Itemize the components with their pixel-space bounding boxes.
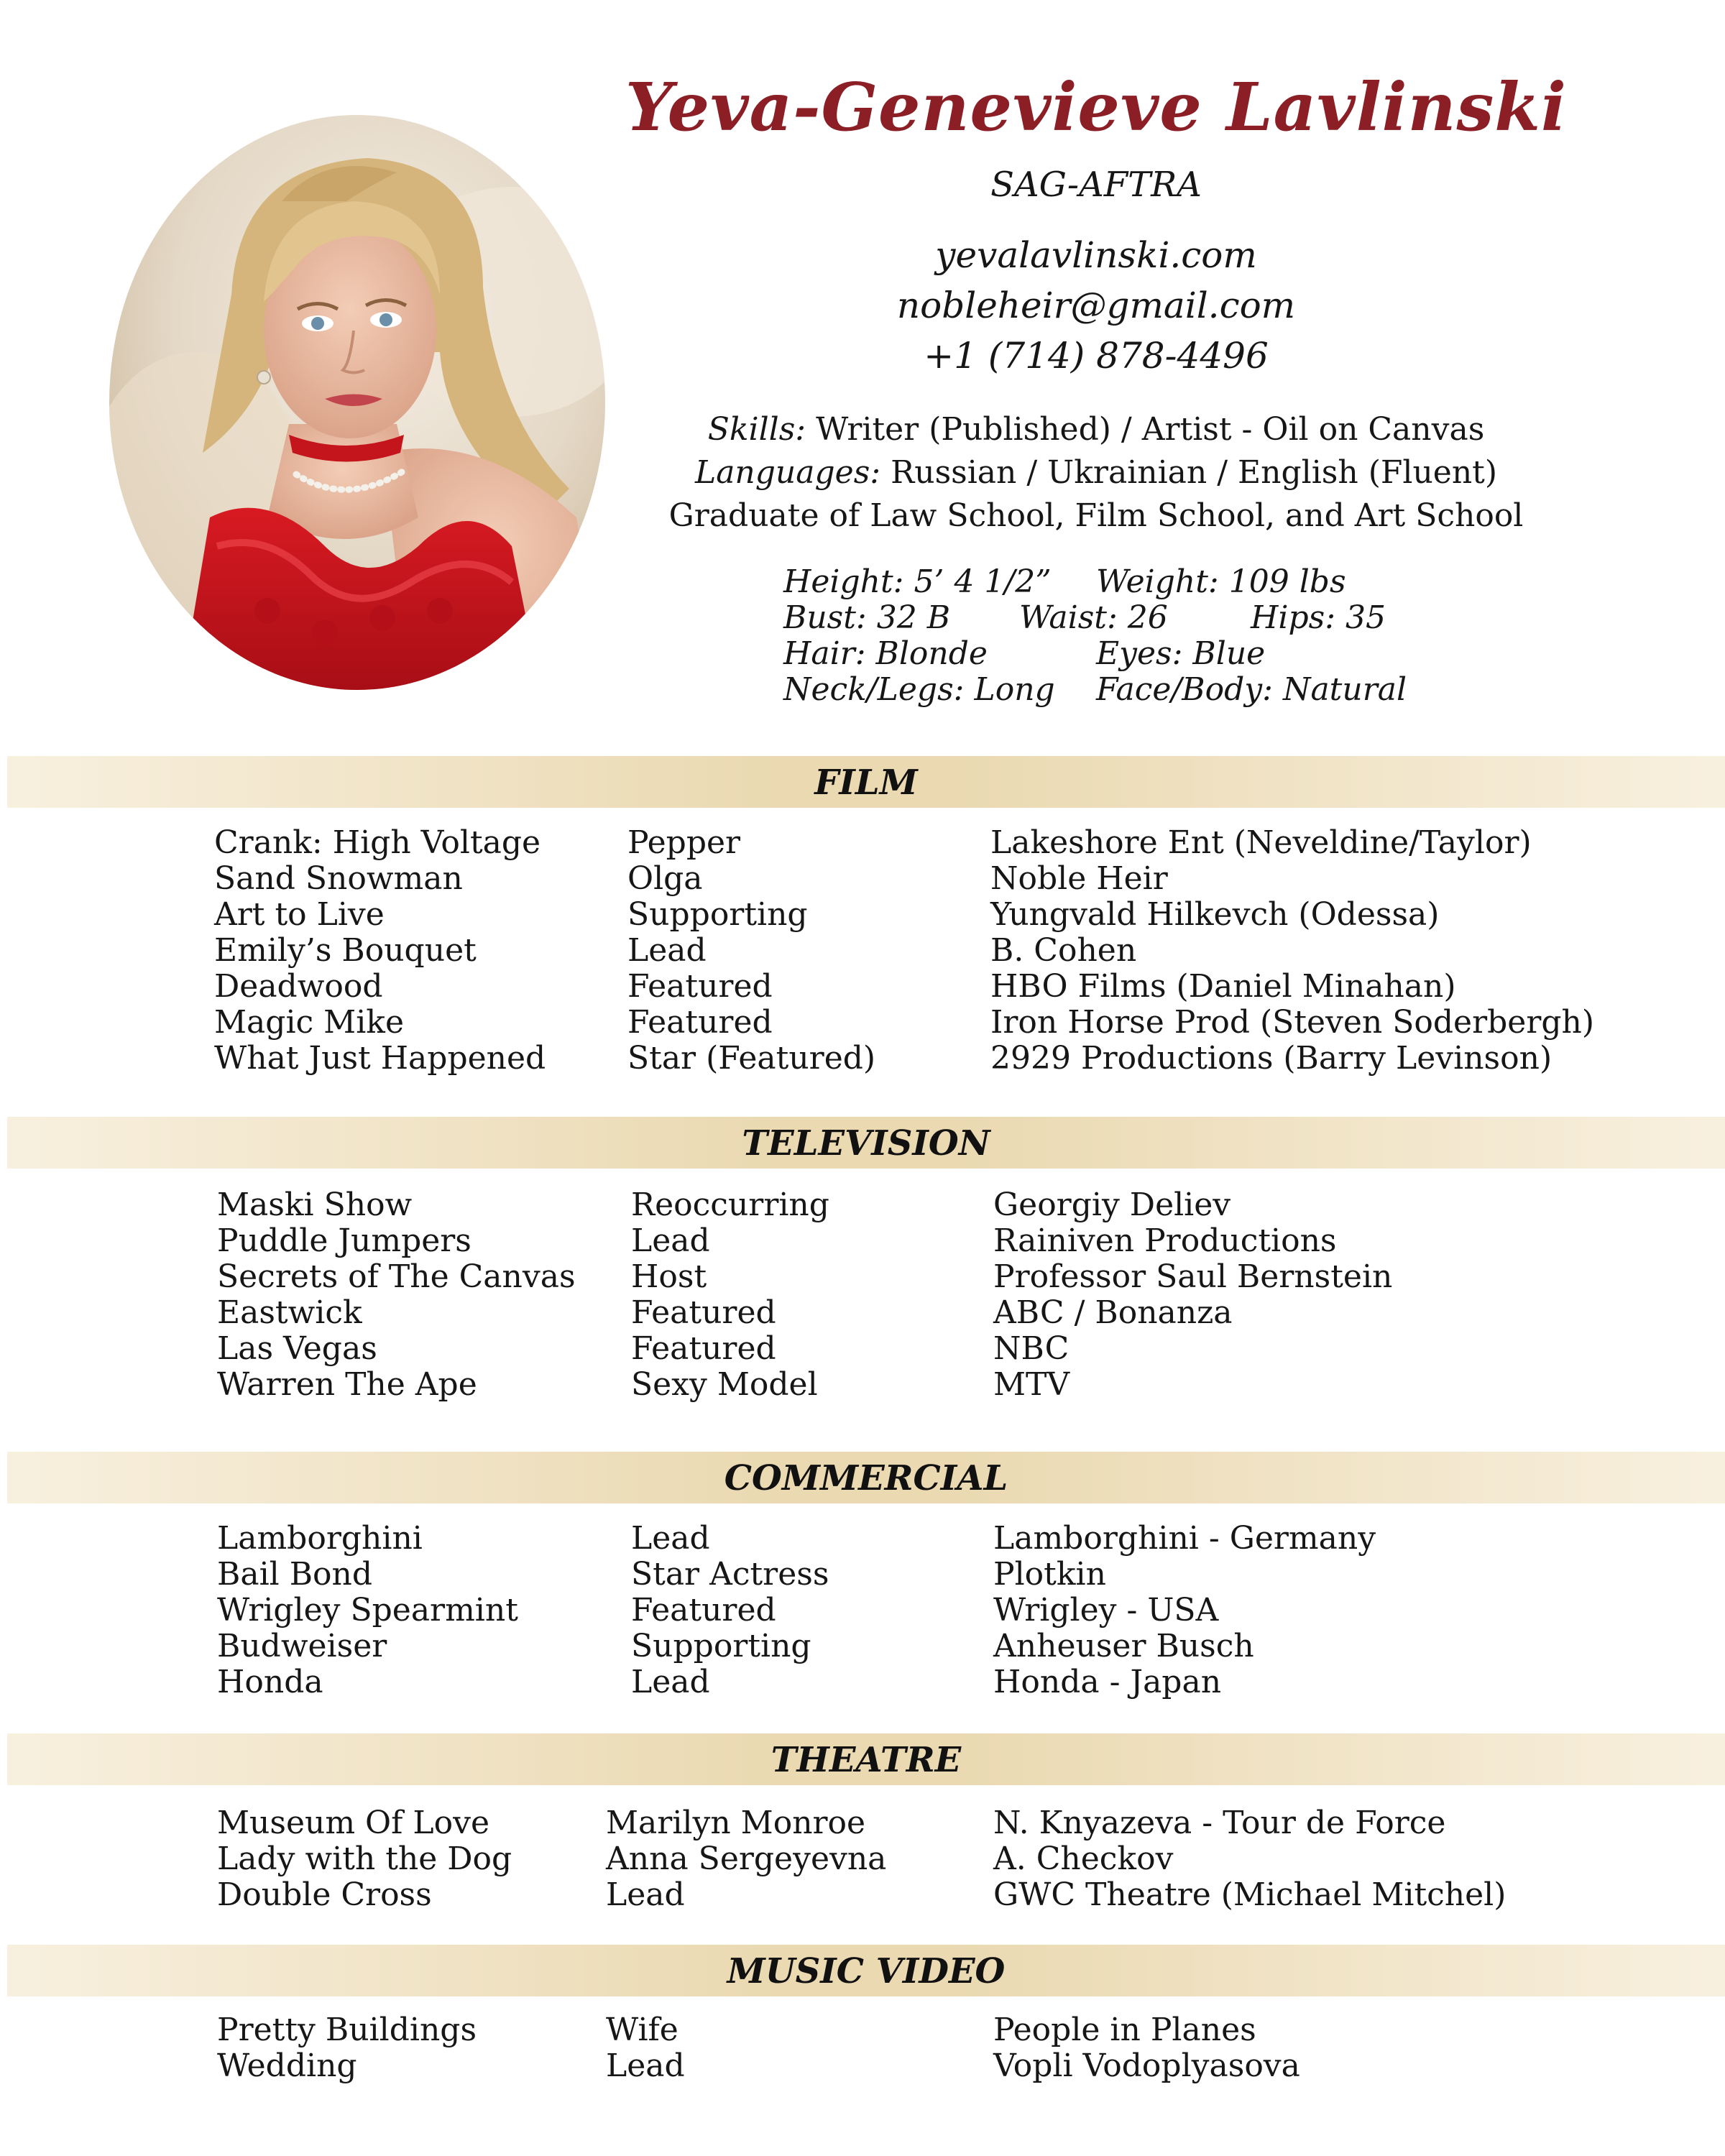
languages-value: Russian / Ukrainian / English (Fluent) <box>880 454 1498 491</box>
skills-label: Skills: <box>707 411 806 448</box>
credit-production: A. Checkov <box>993 1841 1174 1877</box>
section-header-commercial <box>7 1452 1725 1503</box>
credit-production: Vopli Vodoplyasova <box>993 2047 1300 2084</box>
section-title-film: FILM <box>814 763 918 803</box>
credit-role: Host <box>631 1258 707 1295</box>
credit-row <box>0 861 1725 897</box>
credit-role: Lead <box>606 1876 685 1913</box>
section-header-film <box>7 756 1725 808</box>
credit-title: Secrets of The Canvas <box>217 1258 576 1295</box>
credit-title: Double Cross <box>217 1876 432 1913</box>
bust-stat: Bust: 32 B <box>783 599 951 636</box>
credit-production: N. Knyazeva - Tour de Force <box>993 1805 1446 1841</box>
credit-role: Featured <box>631 1294 776 1331</box>
credit-production: Anheuser Busch <box>993 1628 1254 1664</box>
credit-row <box>0 1841 1725 1877</box>
face-body-stat: Face/Body: Natural <box>1096 671 1407 708</box>
credit-title: What Just Happened <box>214 1040 546 1077</box>
credit-title: Lamborghini <box>217 1520 423 1557</box>
credit-role: Marilyn Monroe <box>606 1805 866 1841</box>
section-header-music-video <box>7 1945 1725 1996</box>
credit-row <box>0 1877 1725 1913</box>
credit-row <box>0 1593 1725 1628</box>
credit-role: Star Actress <box>631 1556 829 1593</box>
credit-row <box>0 1005 1725 1041</box>
credit-row <box>0 1041 1725 1077</box>
phone-number[interactable]: +1 (714) 878-4496 <box>924 335 1269 377</box>
credit-role: Pepper <box>627 824 741 861</box>
credit-production: Georgiy Deliev <box>993 1187 1231 1223</box>
credit-row <box>0 1259 1725 1295</box>
credit-row <box>0 897 1725 933</box>
credit-row <box>0 2048 1725 2084</box>
section-header-television <box>7 1117 1725 1169</box>
credit-production: Noble Heir <box>990 860 1168 897</box>
credit-production: B. Cohen <box>990 932 1137 969</box>
credit-row <box>0 1664 1725 1700</box>
skills-line <box>618 408 1574 451</box>
waist-stat: Waist: 26 <box>1019 599 1168 636</box>
credit-role: Lead <box>631 1222 710 1259</box>
credit-role: Supporting <box>627 896 808 933</box>
credit-role: Supporting <box>631 1628 811 1664</box>
credit-row <box>0 1805 1725 1841</box>
credit-role: Featured <box>627 968 773 1005</box>
credit-role: Sexy Model <box>631 1366 818 1403</box>
email-link[interactable]: nobleheir@gmail.com <box>896 285 1296 326</box>
credit-production: Iron Horse Prod (Steven Soderbergh) <box>990 1004 1595 1041</box>
credit-production: Lamborghini - Germany <box>993 1520 1376 1557</box>
music-video-credits <box>0 2012 1725 2084</box>
skills-value: Writer (Published) / Artist - Oil on Canvas <box>806 411 1485 448</box>
credit-title: Emily’s Bouquet <box>214 932 477 969</box>
weight-stat: Weight: 109 lbs <box>1096 563 1346 600</box>
section-header-theatre <box>7 1733 1725 1785</box>
theatre-credits <box>0 1805 1725 1913</box>
credit-row <box>0 1223 1725 1259</box>
credit-role: Reoccurring <box>631 1187 829 1223</box>
languages-label: Languages: <box>694 454 881 491</box>
union-affiliation: SAG-AFTRA <box>990 165 1202 205</box>
credit-title: Las Vegas <box>217 1330 377 1367</box>
website-link[interactable]: yevalavlinski.com <box>935 234 1257 276</box>
television-credits <box>0 1187 1725 1403</box>
credit-title: Puddle Jumpers <box>217 1222 472 1259</box>
credit-title: Magic Mike <box>214 1004 404 1041</box>
headshot-illustration <box>109 115 605 690</box>
credit-row <box>0 933 1725 969</box>
credit-production: Plotkin <box>993 1556 1106 1593</box>
credit-role: Lead <box>631 1520 710 1557</box>
film-credits <box>0 825 1725 1077</box>
credit-title: Maski Show <box>217 1187 413 1223</box>
headshot-photo <box>109 115 605 690</box>
section-title-television: TELEVISION <box>742 1123 990 1164</box>
neck-legs-stat: Neck/Legs: Long <box>783 671 1055 708</box>
education-line: Graduate of Law School, Film School, and Art School <box>668 497 1524 534</box>
credit-production: GWC Theatre (Michael Mitchel) <box>993 1876 1506 1913</box>
credit-production: Yungvald Hilkevch (Odessa) <box>990 896 1440 933</box>
hips-stat: Hips: 35 <box>1251 599 1386 636</box>
credit-title: Budweiser <box>217 1628 387 1664</box>
section-title-music-video: MUSIC VIDEO <box>727 1951 1006 1991</box>
credit-title: Art to Live <box>214 896 385 933</box>
commercial-credits <box>0 1521 1725 1700</box>
credit-role: Star (Featured) <box>627 1040 876 1077</box>
credit-row <box>0 1295 1725 1331</box>
credit-title: Warren The Ape <box>217 1366 477 1403</box>
credit-production: People in Planes <box>993 2012 1256 2048</box>
credit-row <box>0 1331 1725 1367</box>
section-title-theatre: THEATRE <box>770 1740 962 1780</box>
credit-title: Crank: High Voltage <box>214 824 541 861</box>
credit-role: Lead <box>606 2047 685 2084</box>
credit-production: NBC <box>993 1330 1070 1367</box>
credit-role: Featured <box>631 1592 776 1628</box>
section-title-commercial: COMMERCIAL <box>724 1458 1008 1498</box>
credit-title: Sand Snowman <box>214 860 463 897</box>
credit-role: Lead <box>627 932 707 969</box>
credit-production: Lakeshore Ent (Neveldine/Taylor) <box>990 824 1532 861</box>
credit-title: Museum Of Love <box>217 1805 490 1841</box>
credit-row <box>0 1367 1725 1403</box>
actor-name: Yeva-Genevieve Lavlinski <box>625 68 1567 146</box>
languages-line <box>618 451 1574 494</box>
credit-title: Wedding <box>217 2047 357 2084</box>
hair-stat: Hair: Blonde <box>783 635 988 672</box>
credit-row <box>0 825 1725 861</box>
credit-title: Eastwick <box>217 1294 362 1331</box>
credit-title: Pretty Buildings <box>217 2012 477 2048</box>
credit-row <box>0 1628 1725 1664</box>
credit-role: Wife <box>606 2012 678 2048</box>
credit-production: ABC / Bonanza <box>993 1294 1233 1331</box>
credit-production: Professor Saul Bernstein <box>993 1258 1393 1295</box>
credit-row <box>0 1521 1725 1557</box>
eyes-stat: Eyes: Blue <box>1096 635 1266 672</box>
credit-production: MTV <box>993 1366 1070 1403</box>
credit-title: Bail Bond <box>217 1556 373 1593</box>
credit-production: Honda - Japan <box>993 1664 1222 1700</box>
credit-production: Wrigley - USA <box>993 1592 1219 1628</box>
credit-title: Wrigley Spearmint <box>217 1592 518 1628</box>
credit-role: Featured <box>627 1004 773 1041</box>
credit-title: Deadwood <box>214 968 383 1005</box>
credit-row <box>0 2012 1725 2048</box>
credit-row <box>0 969 1725 1005</box>
credit-role: Lead <box>631 1664 710 1700</box>
credit-title: Lady with the Dog <box>217 1841 512 1877</box>
height-stat: Height: 5’ 4 1/2” <box>783 563 1052 600</box>
credit-production: Rainiven Productions <box>993 1222 1337 1259</box>
credit-row <box>0 1187 1725 1223</box>
credit-role: Anna Sergeyevna <box>606 1841 887 1877</box>
credit-role: Featured <box>631 1330 776 1367</box>
credit-role: Olga <box>627 860 703 897</box>
credit-row <box>0 1557 1725 1593</box>
credit-production: HBO Films (Daniel Minahan) <box>990 968 1456 1005</box>
credit-production: 2929 Productions (Barry Levinson) <box>990 1040 1552 1077</box>
credit-title: Honda <box>217 1664 323 1700</box>
